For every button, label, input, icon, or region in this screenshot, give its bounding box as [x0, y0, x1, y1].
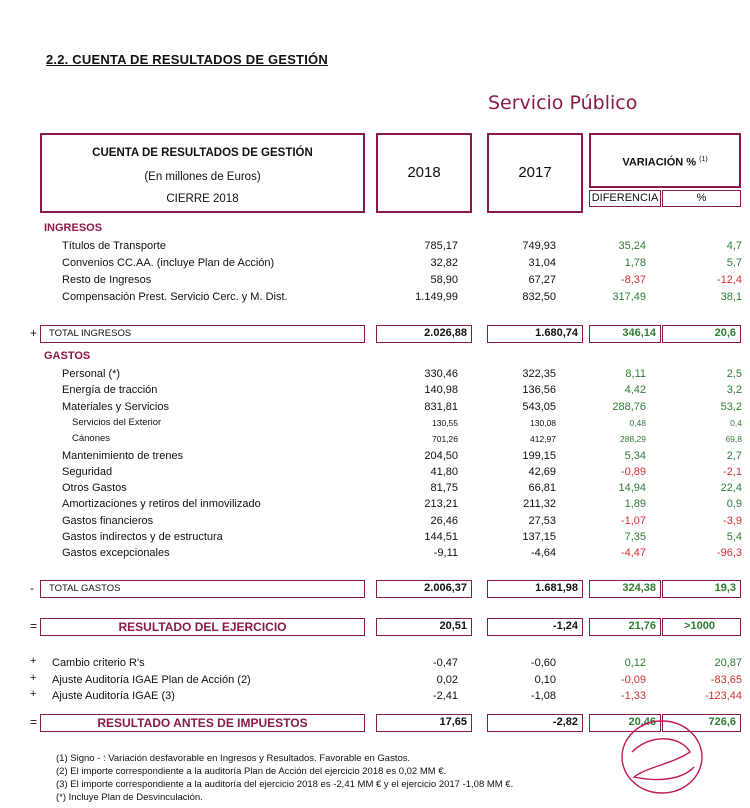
value-2018: -0,47	[432, 657, 458, 669]
value-2017: 199,15	[522, 449, 556, 462]
value-2017: 31,04	[528, 257, 556, 269]
total-2018: 20,51	[376, 618, 472, 636]
percent-label: %	[696, 192, 707, 204]
value-2018: 140,98	[424, 384, 458, 397]
row-label: Gastos indirectos y de estructura	[62, 531, 223, 543]
table-header-period: CIERRE 2018	[166, 193, 239, 205]
value-2018: -2,41	[432, 690, 458, 702]
total-label: TOTAL GASTOS	[40, 580, 365, 598]
value-diff: 1,78	[624, 257, 646, 269]
row-label: Gastos financieros	[62, 514, 154, 527]
value-2018: 1.149,99	[415, 291, 458, 303]
column-header-percent	[662, 190, 741, 207]
value-pct: 22,4	[720, 482, 742, 495]
column-header-2017	[487, 133, 583, 213]
row-label: Títulos de Transporte	[62, 240, 166, 252]
value-2018: 26,46	[430, 514, 458, 527]
value-pct: -12,4	[716, 274, 742, 286]
total-pct: >1000	[662, 618, 741, 636]
table-row	[0, 431, 750, 447]
table-row	[0, 545, 750, 561]
table-row	[0, 289, 750, 305]
value-pct: 2,5	[726, 368, 742, 380]
value-2017: 66,81	[528, 482, 556, 495]
value-2018: 204,50	[424, 449, 458, 462]
table-header-title-box	[40, 133, 365, 213]
total-2018: 17,65	[376, 714, 472, 732]
value-pct: -123,44	[704, 690, 742, 702]
signature-stamp	[612, 712, 712, 802]
table-row	[0, 496, 750, 512]
value-2017: 67,27	[528, 274, 556, 286]
value-pct: 20,87	[714, 657, 742, 669]
row-sign: +	[30, 671, 37, 684]
value-pct: 4,7	[726, 240, 742, 252]
total-label: RESULTADO ANTES DE IMPUESTOS	[40, 714, 365, 732]
value-pct: 0,4	[730, 417, 742, 428]
total-2018: 2.006,37	[376, 580, 472, 598]
total-2018: 2.026,88	[376, 325, 472, 343]
column-header-variation	[589, 133, 741, 188]
value-diff: -1,07	[620, 514, 646, 527]
table-row	[0, 382, 750, 398]
value-diff: -8,37	[620, 274, 646, 286]
value-diff: 5,34	[624, 449, 646, 462]
row-label: Resto de Ingresos	[62, 274, 152, 286]
value-2017: -1,08	[530, 690, 556, 702]
value-pct: 5,4	[726, 531, 742, 543]
value-diff: -1,33	[620, 690, 646, 702]
value-2017: 130,08	[530, 417, 556, 428]
table-row	[0, 255, 750, 271]
value-pct: 2,7	[726, 449, 742, 462]
table-header-title: CUENTA DE RESULTADOS DE GESTIÓN	[92, 147, 313, 159]
value-pct: 38,1	[720, 291, 742, 303]
total-2017: 1.680,74	[487, 325, 583, 343]
table-row	[0, 672, 750, 688]
footnote-4: (*) Incluye Plan de Desvinculación.	[56, 792, 203, 803]
row-label: Mantenimiento de trenes	[62, 449, 184, 462]
value-2018: 32,82	[430, 257, 458, 269]
value-diff: 0,12	[624, 657, 646, 669]
value-2017: 412,97	[530, 434, 556, 445]
footnote-1: (1) Signo - : Variación desfavorable en Ingresos y Resultados. Favorable en Gastos.	[56, 753, 411, 764]
total-2017: -2,82	[487, 714, 583, 732]
row-label: Gastos excepcionales	[62, 547, 170, 560]
value-diff: 288,29	[620, 434, 646, 445]
value-2017: 0,10	[534, 673, 556, 686]
table-row	[0, 655, 750, 671]
value-pct: -2,1	[723, 465, 742, 478]
value-pct: 53,2	[720, 400, 742, 413]
brand-label: Servicio Público	[488, 92, 638, 114]
row-label: Ajuste Auditoría IGAE (3)	[52, 690, 175, 702]
value-pct: 69,8	[725, 434, 742, 445]
value-2017: 42,69	[528, 465, 556, 478]
row-label: Servicios del Exterior	[72, 416, 162, 428]
ingresos-heading: INGRESOS	[44, 222, 103, 234]
row-label: Materiales y Servicios	[62, 400, 169, 413]
value-2017: 27,53	[528, 514, 556, 527]
value-diff: 4,42	[624, 384, 646, 397]
table-header-units: (En millones de Euros)	[144, 171, 261, 183]
value-2018: 144,51	[424, 531, 458, 543]
value-pct: -96,3	[716, 547, 742, 560]
column-header-2018	[376, 133, 472, 213]
value-2017: 543,05	[522, 400, 556, 413]
value-diff: 317,49	[612, 291, 646, 303]
value-diff: -0,89	[620, 465, 646, 478]
total-diff: 20,46	[589, 714, 661, 732]
row-label: Energía de tracción	[62, 384, 158, 397]
table-row	[0, 238, 750, 254]
total-label: TOTAL INGRESOS	[40, 325, 365, 343]
value-pct: -3,9	[723, 514, 742, 527]
year-2017-label: 2017	[518, 164, 552, 181]
gastos-heading: GASTOS	[44, 350, 91, 362]
value-2017: 211,32	[523, 498, 556, 511]
table-row	[0, 688, 750, 704]
total-2017: 1.681,98	[487, 580, 583, 598]
row-sign: +	[30, 655, 37, 667]
value-2017: -4,64	[530, 547, 556, 560]
variation-label: VARIACIÓN %	[622, 156, 697, 169]
row-label: Cánones	[72, 433, 111, 445]
value-2018: 58,90	[430, 274, 458, 286]
total-diff: 21,76	[589, 618, 661, 636]
value-diff: 8,11	[625, 368, 646, 380]
total-pct: 20,6	[662, 325, 741, 343]
value-diff: -4,47	[620, 547, 646, 560]
row-sign: -	[30, 581, 34, 595]
diferencia-label: DIFERENCIA	[591, 192, 659, 204]
footnote-2: (2) El importe correspondiente a la auditoría Plan de Acción del ejercicio 2018 es 0,02 MM €.	[56, 766, 447, 777]
value-2018: 213,21	[424, 498, 458, 511]
row-sign: +	[30, 326, 38, 340]
total-diff: 346,14	[589, 325, 661, 343]
table-row	[0, 366, 750, 382]
row-label: Seguridad	[62, 465, 113, 478]
table-row	[0, 529, 750, 545]
value-pct: 3,2	[726, 384, 742, 397]
row-label: Amortizaciones y retiros del inmovilizado	[62, 498, 261, 511]
value-2018: 81,75	[430, 482, 458, 495]
table-row	[0, 513, 750, 529]
value-2017: -0,60	[530, 657, 556, 669]
footnote-3: (3) El importe correspondiente a la auditoría del ejercicio 2018 es -2,41 MM € y el ejercicio 2017 -1,08 MM €.	[56, 779, 514, 790]
value-2017: 749,93	[522, 240, 556, 252]
value-diff: 1,89	[624, 498, 646, 511]
row-sign: =	[30, 619, 38, 633]
row-sign: +	[30, 688, 37, 700]
total-pct: 726,6	[662, 714, 741, 732]
total-label: RESULTADO DEL EJERCICIO	[40, 618, 365, 636]
year-2018-label: 2018	[407, 164, 441, 181]
row-label: Compensación Prest. Servicio Cerc. y M. Dist.	[62, 291, 288, 303]
value-2018: 130,55	[432, 417, 458, 428]
table-row	[0, 399, 750, 415]
table-row	[0, 480, 750, 496]
table-row	[0, 415, 750, 431]
row-label: Convenios CC.AA. (incluye Plan de Acción)	[62, 257, 275, 269]
value-diff: 0,48	[629, 417, 646, 428]
row-label: Cambio criterio R's	[52, 657, 145, 669]
value-diff: 7,35	[624, 531, 646, 543]
value-pct: 0,9	[726, 498, 742, 511]
value-2018: 41,80	[430, 465, 458, 478]
table-row	[0, 272, 750, 288]
value-2018: 785,17	[424, 240, 458, 252]
total-diff: 324,38	[589, 580, 661, 598]
footnotes	[56, 752, 513, 804]
total-pct: 19,3	[662, 580, 741, 598]
table-row	[0, 448, 750, 464]
section-title: 2.2. CUENTA DE RESULTADOS DE GESTIÓN	[46, 52, 328, 67]
row-label: Personal (*)	[62, 368, 121, 380]
value-pct: 5,7	[726, 257, 742, 269]
value-2017: 136,56	[522, 384, 556, 397]
value-diff: 14,94	[618, 482, 646, 495]
row-label: Otros Gastos	[62, 482, 127, 495]
variation-footnote-ref: (1)	[699, 156, 708, 163]
value-2018: -9,11	[433, 547, 458, 560]
value-diff: 35,24	[618, 240, 646, 252]
value-pct: -83,65	[710, 673, 742, 686]
table-row	[0, 464, 750, 480]
value-2018: 831,81	[424, 400, 458, 413]
value-2017: 137,15	[522, 531, 556, 543]
value-2017: 322,35	[522, 368, 556, 380]
column-header-diferencia	[589, 190, 661, 207]
value-2018: 330,46	[424, 368, 458, 380]
total-2017: -1,24	[487, 618, 583, 636]
value-2018: 701,26	[432, 434, 458, 445]
value-diff: -0,09	[620, 673, 646, 686]
row-label: Ajuste Auditoría IGAE Plan de Acción (2)	[52, 673, 251, 686]
value-diff: 288,76	[612, 400, 646, 413]
value-2018: 0,02	[436, 673, 458, 686]
value-2017: 832,50	[522, 291, 556, 303]
row-sign: =	[30, 715, 38, 729]
